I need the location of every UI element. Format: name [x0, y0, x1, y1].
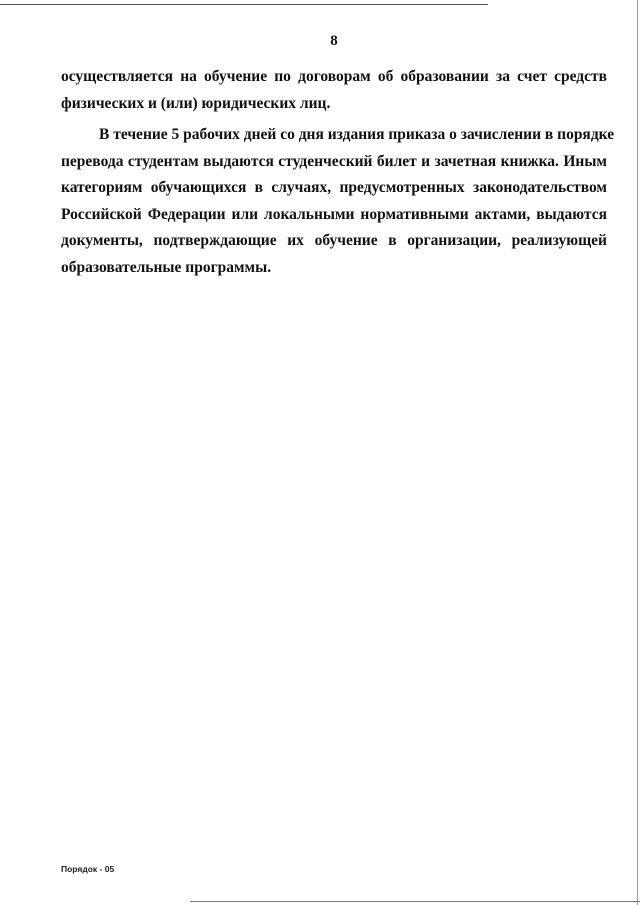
text-line: перевода студентам выдаются студенческий билет и зачетная книжка. Иным — [61, 152, 607, 170]
text-line: документы, подтверждающие их обучение в организации, реализующей — [61, 232, 607, 249]
scan-edge-top — [0, 4, 488, 5]
scan-edge-bottom — [190, 901, 640, 902]
paragraph-1 — [61, 64, 607, 117]
paragraph-2 — [61, 122, 615, 281]
text-line: осуществляется на обучение по договорам об образовании за счет средств — [61, 68, 607, 85]
text-line: В течение 5 рабочих дней со дня издания приказа о зачислении в порядке — [99, 126, 615, 143]
text-line: категориям обучающихся в случаях, предусмотренных законодательством — [61, 179, 607, 196]
footer-label: Порядок - 05 — [61, 864, 115, 874]
scan-edge-right — [637, 0, 638, 905]
text-line: Российской Федерации или локальными нормативными актами, выдаются — [61, 205, 607, 223]
text-line: физических и (или) юридических лиц. — [61, 94, 331, 112]
text-line: образовательные программы. — [61, 258, 272, 276]
body-text — [61, 64, 615, 286]
page-number: 8 — [330, 33, 338, 49]
